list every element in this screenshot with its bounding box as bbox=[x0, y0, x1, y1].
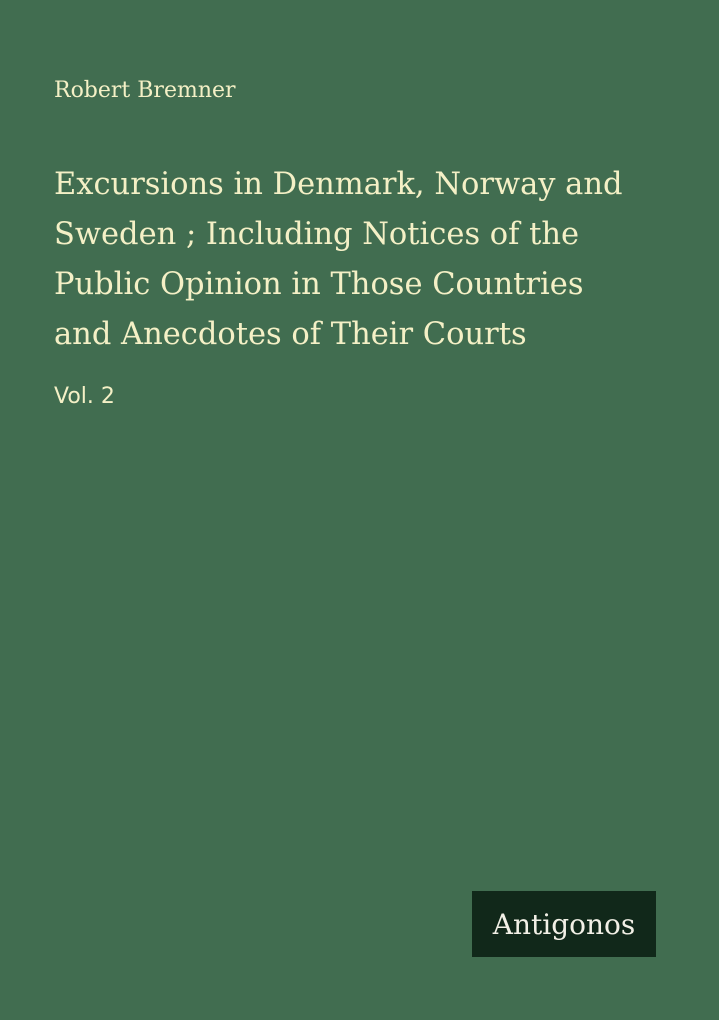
title-line: Public Opinion in Those Countries bbox=[54, 267, 584, 302]
title-line: Excursions in Denmark, Norway and bbox=[54, 167, 623, 202]
publisher-name: Antigonos bbox=[492, 907, 636, 941]
title-line: and Anecdotes of Their Courts bbox=[54, 317, 527, 352]
title-line: Sweden ; Including Notices of the bbox=[54, 217, 580, 252]
author-name: Robert Bremner bbox=[54, 78, 236, 103]
volume-label: Vol. 2 bbox=[54, 384, 115, 409]
book-title bbox=[54, 160, 694, 360]
publisher-logo bbox=[472, 891, 656, 957]
